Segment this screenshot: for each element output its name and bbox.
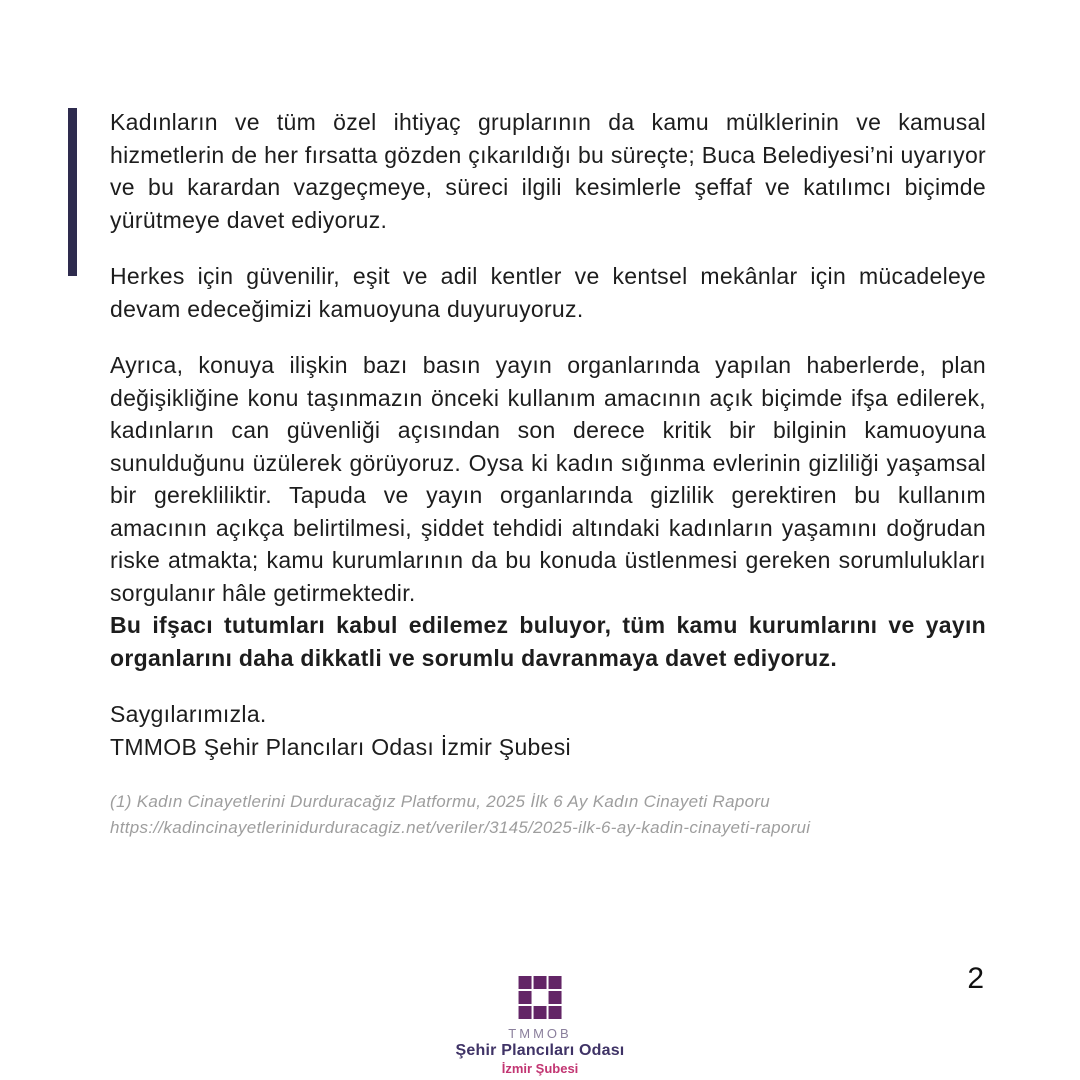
tmmob-grid-icon (518, 976, 561, 1019)
signature-organization: TMMOB Şehir Plancıları Odası İzmir Şubesi (110, 733, 571, 760)
logo-org-name: Şehir Plancıları Odası (455, 1042, 625, 1059)
statement-paragraph-1: Kadınların ve tüm özel ihtiyaç gruplarının da kamu mülklerinin ve kamusal hizmetlerin de her fırsatta gözden çıkarıldığı bu süreçte; Buca Belediyesi’ni uyarıyor ve bu karardan vazgeçmeye, süreci ilgili kesimlerle şeffaf ve katılımcı biçimde yürütmeye davet ediyoruz. (110, 109, 986, 233)
footnote-reference: (1) Kadın Cinayetlerini Durduracağız Platformu, 2025 İlk 6 Ay Kadın Cinayeti Raporu (110, 792, 771, 811)
statement-paragraph-3: Ayrıca, konuya ilişkin bazı basın yayın organlarında yapılan haberlerde, plan değişikliğine konu taşınmazın önceki kullanım amacının açık biçimde ifşa edilerek, kadınların can güvenliği açısından son derece kritik bir bilginin kamuoyuna sunulduğunu üzülerek görüyoruz. Oysa ki kadın sığınma evlerinin gizliliği yaşamsal bir gerekliliktir. Tapuda ve yayın organlarında gizlilik gerektiren bu kullanım amacının açıkça belirtilmesi, şiddet tehdidi altındaki kadınların yaşamını doğrudan riske atmakta; kamu kurumlarının da bu konuda üstlenmesi gereken sorumlulukları sorgulanır hâle getirmektedir. (110, 352, 986, 606)
tmmob-logo (456, 976, 625, 1076)
page-number: 2 (967, 962, 984, 995)
statement-paragraph-2: Herkes için güvenilir, eşit ve adil kentler ve kentsel mekânlar için mücadeleye devam edeceğimizi kamuoyuna duyuruyoruz. (110, 263, 986, 322)
footnote-url: https://kadincinayetlerinidurduracagiz.net/veriler/3145/2025-ilk-6-ay-kadin-cinayeti-raporui (110, 818, 811, 837)
footnote (110, 789, 986, 841)
signature-block (110, 698, 986, 763)
statement-body (110, 106, 986, 841)
opening-paragraph-block (110, 106, 986, 236)
statement-paragraph-bold: Bu ifşacı tutumları kabul edilemez buluyor, tüm kamu kurumlarını ve yayın organlarını daha dikkatli ve sorumlu davranmaya davet ediyoruz. (110, 612, 986, 671)
signature-closing: Saygılarımızla. (110, 701, 267, 727)
logo-org-branch: İzmir Şubesi (501, 1061, 579, 1076)
accent-bar (68, 108, 77, 276)
logo-org-top: TMMOB (508, 1026, 572, 1041)
